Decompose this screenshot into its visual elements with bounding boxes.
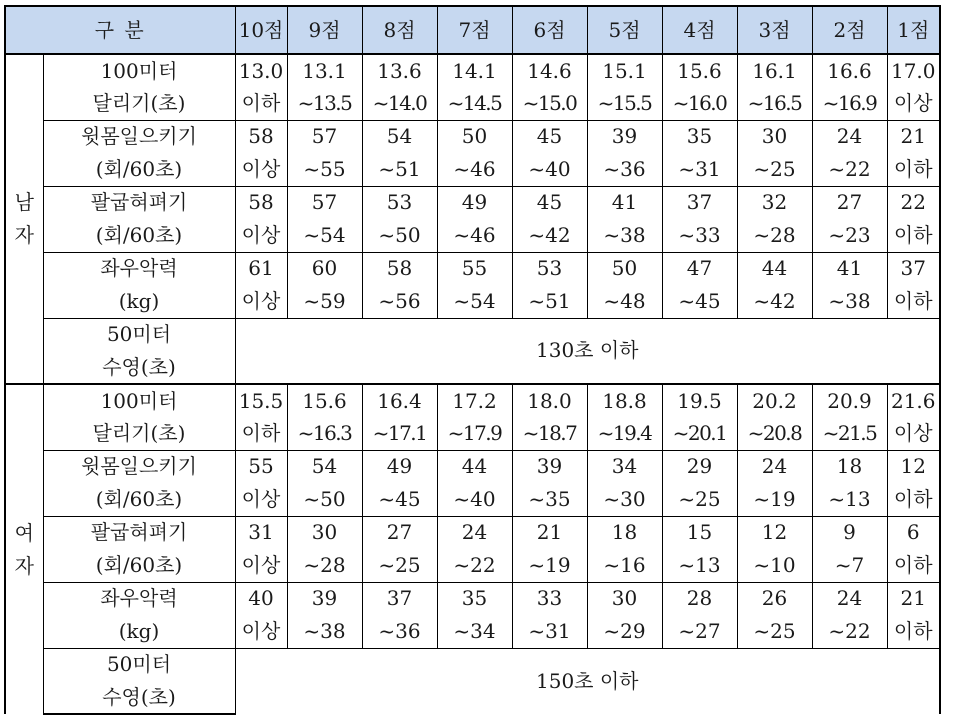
score-value-top: 21.6 (887, 384, 940, 417)
gender-char: 자 (14, 553, 34, 578)
score-value-top: 27 (362, 516, 437, 549)
score-value-bottom: ~54 (287, 219, 362, 252)
item-label-line2: (kg) (43, 615, 235, 648)
item-label-line2: (회/60초) (43, 153, 235, 186)
table-row (5, 120, 940, 153)
score-value-bottom: ~40 (512, 153, 587, 186)
score-value-bottom: ~16.3 (287, 417, 362, 450)
score-value-bottom: ~28 (287, 549, 362, 582)
item-label-line2: (회/60초) (43, 483, 235, 516)
score-value-top: 53 (362, 186, 437, 219)
score-value-bottom: ~16.5 (737, 87, 812, 120)
swim-value: 150초 이하 (235, 648, 940, 714)
score-value-bottom: 이하 (887, 483, 940, 516)
score-value-bottom: ~13.5 (287, 87, 362, 120)
score-value-bottom: 이상 (235, 219, 287, 252)
score-value-top: 20.9 (812, 384, 887, 417)
score-header-1: 1점 (887, 6, 940, 54)
score-value-bottom: ~42 (737, 285, 812, 318)
score-value-bottom: ~15.0 (512, 87, 587, 120)
item-label-line1: 팔굽혀펴기 (43, 186, 235, 219)
score-value-bottom: ~50 (287, 483, 362, 516)
category-header: 구 분 (5, 6, 235, 54)
score-value-bottom: ~36 (587, 153, 662, 186)
score-value-bottom: ~25 (737, 615, 812, 648)
score-value-bottom: 이상 (235, 549, 287, 582)
item-label-line1: 윗몸일으키기 (43, 450, 235, 483)
score-value-top: 13.0 (235, 54, 287, 87)
score-value-top: 35 (437, 582, 512, 615)
score-value-bottom: ~45 (662, 285, 737, 318)
score-value-top: 21 (512, 516, 587, 549)
score-value-bottom: ~16.9 (812, 87, 887, 120)
score-value-bottom: ~30 (587, 483, 662, 516)
table-row (5, 615, 940, 648)
score-value-top: 15.6 (662, 54, 737, 87)
score-value-top: 40 (235, 582, 287, 615)
score-value-top: 17.0 (887, 54, 940, 87)
score-value-bottom: ~14.0 (362, 87, 437, 120)
score-value-top: 21 (887, 582, 940, 615)
table-row (5, 186, 940, 219)
score-value-bottom: ~46 (437, 219, 512, 252)
score-value-top: 57 (287, 186, 362, 219)
score-value-top: 39 (512, 450, 587, 483)
score-value-top: 15 (662, 516, 737, 549)
score-value-top: 41 (587, 186, 662, 219)
score-value-bottom: 이상 (235, 483, 287, 516)
table-row (5, 450, 940, 483)
score-value-top: 14.6 (512, 54, 587, 87)
table-row (5, 582, 940, 615)
score-value-top: 49 (362, 450, 437, 483)
score-value-bottom: 이하 (887, 285, 940, 318)
score-value-bottom: 이상 (887, 87, 940, 120)
header-row (5, 6, 940, 54)
score-value-bottom: ~35 (512, 483, 587, 516)
score-value-top: 44 (737, 252, 812, 285)
score-value-top: 31 (235, 516, 287, 549)
score-value-top: 12 (887, 450, 940, 483)
score-value-top: 18.0 (512, 384, 587, 417)
score-value-top: 45 (512, 186, 587, 219)
score-value-bottom: ~14.5 (437, 87, 512, 120)
score-value-bottom: ~25 (737, 153, 812, 186)
score-value-top: 54 (362, 120, 437, 153)
score-value-bottom: ~33 (662, 219, 737, 252)
score-value-bottom: ~17.1 (362, 417, 437, 450)
fitness-score-table (4, 5, 941, 715)
table-row (5, 153, 940, 186)
item-label-line1: 좌우악력 (43, 582, 235, 615)
score-value-bottom: ~18.7 (512, 417, 587, 450)
score-header-6: 6점 (512, 6, 587, 54)
score-value-top: 12 (737, 516, 812, 549)
score-value-bottom: ~16.0 (662, 87, 737, 120)
score-header-7: 7점 (437, 6, 512, 54)
item-label-line2: 달리기(초) (43, 87, 235, 120)
score-value-bottom: ~31 (512, 615, 587, 648)
item-label-line2: 수영(초) (43, 351, 235, 384)
score-header-2: 2점 (812, 6, 887, 54)
score-value-top: 58 (235, 186, 287, 219)
table-row (5, 516, 940, 549)
swim-value: 130초 이하 (235, 318, 940, 384)
table-row (5, 648, 940, 681)
item-label-line1: 좌우악력 (43, 252, 235, 285)
table-row (5, 285, 940, 318)
score-value-top: 9 (812, 516, 887, 549)
score-value-top: 39 (287, 582, 362, 615)
score-value-bottom: 이하 (887, 219, 940, 252)
score-value-bottom: 이하 (235, 87, 287, 120)
table-row (5, 54, 940, 87)
score-value-bottom: ~29 (587, 615, 662, 648)
item-label-line2: (회/60초) (43, 219, 235, 252)
score-value-bottom: 이상 (235, 615, 287, 648)
score-value-top: 50 (437, 120, 512, 153)
score-value-top: 16.4 (362, 384, 437, 417)
score-value-top: 18 (587, 516, 662, 549)
score-value-bottom: ~19.4 (587, 417, 662, 450)
score-value-top: 47 (662, 252, 737, 285)
gender-cell (5, 54, 43, 384)
gender-cell (5, 384, 43, 714)
table-row (5, 549, 940, 582)
score-value-bottom: ~36 (362, 615, 437, 648)
score-value-top: 24 (812, 120, 887, 153)
item-label-line1: 팔굽혀펴기 (43, 516, 235, 549)
score-value-top: 44 (437, 450, 512, 483)
score-value-top: 15.5 (235, 384, 287, 417)
score-value-top: 15.6 (287, 384, 362, 417)
item-label-line1: 100미터 (43, 384, 235, 417)
score-value-bottom: ~38 (587, 219, 662, 252)
table-row (5, 252, 940, 285)
score-value-bottom: ~56 (362, 285, 437, 318)
score-header-3: 3점 (737, 6, 812, 54)
score-value-bottom: ~20.1 (662, 417, 737, 450)
gender-char: 자 (14, 223, 34, 247)
score-value-bottom: 이하 (235, 417, 287, 450)
score-value-top: 18 (812, 450, 887, 483)
score-value-top: 45 (512, 120, 587, 153)
score-value-bottom: ~25 (662, 483, 737, 516)
score-header-9: 9점 (287, 6, 362, 54)
score-value-bottom: ~22 (812, 615, 887, 648)
score-value-top: 18.8 (587, 384, 662, 417)
score-value-bottom: ~28 (737, 219, 812, 252)
score-value-bottom: ~27 (662, 615, 737, 648)
score-value-top: 37 (362, 582, 437, 615)
table-row (5, 483, 940, 516)
score-header-4: 4점 (662, 6, 737, 54)
score-value-top: 30 (287, 516, 362, 549)
score-value-bottom: ~46 (437, 153, 512, 186)
score-value-top: 35 (662, 120, 737, 153)
score-value-top: 58 (362, 252, 437, 285)
score-value-top: 50 (587, 252, 662, 285)
score-value-bottom: ~55 (287, 153, 362, 186)
score-value-bottom: ~51 (362, 153, 437, 186)
item-label-line1: 50미터 (43, 318, 235, 351)
score-value-bottom: ~25 (362, 549, 437, 582)
score-value-top: 17.2 (437, 384, 512, 417)
score-value-bottom: 이하 (887, 549, 940, 582)
score-value-top: 28 (662, 582, 737, 615)
item-label-line2: (kg) (43, 285, 235, 318)
score-value-bottom: ~42 (512, 219, 587, 252)
score-value-bottom: ~20.8 (737, 417, 812, 450)
score-value-top: 54 (287, 450, 362, 483)
score-value-top: 26 (737, 582, 812, 615)
score-value-top: 22 (887, 186, 940, 219)
score-value-bottom: ~13 (662, 549, 737, 582)
table-row (5, 417, 940, 450)
score-value-top: 37 (662, 186, 737, 219)
table-row (5, 87, 940, 120)
score-value-bottom: ~38 (287, 615, 362, 648)
score-value-top: 61 (235, 252, 287, 285)
score-value-top: 41 (812, 252, 887, 285)
score-value-bottom: ~23 (812, 219, 887, 252)
score-value-bottom: ~15.5 (587, 87, 662, 120)
score-header-5: 5점 (587, 6, 662, 54)
score-value-bottom: 이상 (887, 417, 940, 450)
score-value-top: 16.1 (737, 54, 812, 87)
score-value-bottom: ~40 (437, 483, 512, 516)
score-value-top: 13.1 (287, 54, 362, 87)
score-value-bottom: ~10 (737, 549, 812, 582)
item-label-line1: 100미터 (43, 54, 235, 87)
score-value-top: 30 (587, 582, 662, 615)
gender-char: 여 (14, 520, 34, 545)
score-value-bottom: ~34 (437, 615, 512, 648)
score-value-top: 60 (287, 252, 362, 285)
score-value-bottom: ~48 (587, 285, 662, 318)
score-header-8: 8점 (362, 6, 437, 54)
table-row (5, 219, 940, 252)
score-value-bottom: ~19 (512, 549, 587, 582)
score-value-bottom: ~31 (662, 153, 737, 186)
score-value-bottom: ~54 (437, 285, 512, 318)
score-value-top: 27 (812, 186, 887, 219)
score-value-top: 34 (587, 450, 662, 483)
score-value-top: 24 (437, 516, 512, 549)
score-value-bottom: ~21.5 (812, 417, 887, 450)
score-value-top: 37 (887, 252, 940, 285)
score-value-top: 33 (512, 582, 587, 615)
score-value-top: 53 (512, 252, 587, 285)
score-value-bottom: ~45 (362, 483, 437, 516)
gender-char: 남 (14, 190, 34, 214)
score-value-bottom: ~51 (512, 285, 587, 318)
score-value-top: 49 (437, 186, 512, 219)
score-value-bottom: ~16 (587, 549, 662, 582)
score-value-top: 19.5 (662, 384, 737, 417)
score-value-bottom: 이상 (235, 285, 287, 318)
item-label-line2: 수영(초) (43, 681, 235, 714)
score-value-bottom: ~7 (812, 549, 887, 582)
score-value-top: 55 (437, 252, 512, 285)
score-value-bottom: 이하 (887, 153, 940, 186)
score-value-top: 15.1 (587, 54, 662, 87)
score-value-bottom: 이상 (235, 153, 287, 186)
score-value-top: 20.2 (737, 384, 812, 417)
score-value-top: 58 (235, 120, 287, 153)
score-value-top: 29 (662, 450, 737, 483)
score-value-bottom: ~50 (362, 219, 437, 252)
score-value-bottom: ~22 (437, 549, 512, 582)
item-label-line1: 50미터 (43, 648, 235, 681)
score-value-top: 32 (737, 186, 812, 219)
score-value-top: 30 (737, 120, 812, 153)
score-value-top: 39 (587, 120, 662, 153)
score-value-top: 6 (887, 516, 940, 549)
score-value-bottom: ~13 (812, 483, 887, 516)
table-row (5, 384, 940, 417)
score-value-bottom: ~59 (287, 285, 362, 318)
score-value-bottom: ~17.9 (437, 417, 512, 450)
score-value-bottom: 이하 (887, 615, 940, 648)
score-table-container (4, 5, 941, 715)
score-value-top: 21 (887, 120, 940, 153)
score-value-top: 14.1 (437, 54, 512, 87)
score-value-top: 55 (235, 450, 287, 483)
item-label-line2: 달리기(초) (43, 417, 235, 450)
score-value-top: 16.6 (812, 54, 887, 87)
score-value-bottom: ~22 (812, 153, 887, 186)
score-value-top: 24 (737, 450, 812, 483)
score-header-10: 10점 (235, 6, 287, 54)
score-value-bottom: ~38 (812, 285, 887, 318)
score-value-top: 24 (812, 582, 887, 615)
item-label-line1: 윗몸일으키기 (43, 120, 235, 153)
table-row (5, 318, 940, 351)
score-value-top: 57 (287, 120, 362, 153)
score-value-bottom: ~19 (737, 483, 812, 516)
score-value-top: 13.6 (362, 54, 437, 87)
item-label-line2: (회/60초) (43, 549, 235, 582)
